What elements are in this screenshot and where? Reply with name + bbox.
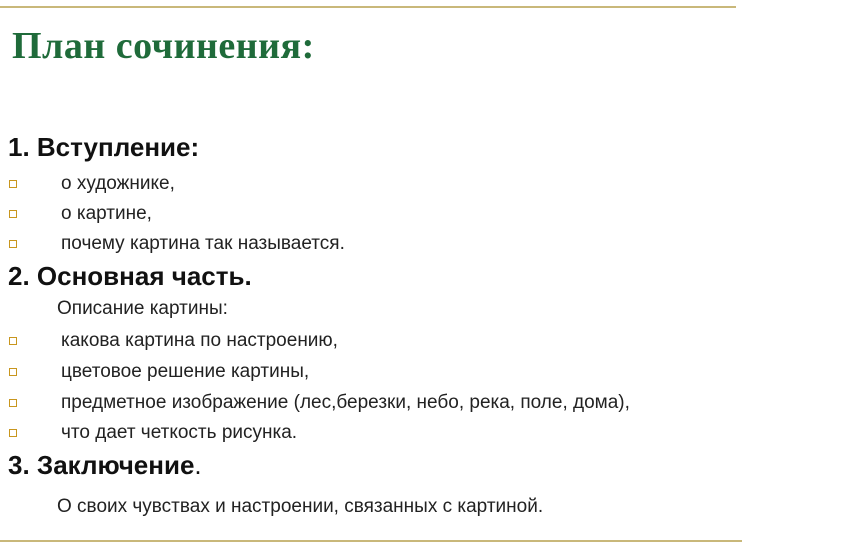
square-bullet-icon xyxy=(9,180,17,188)
list-item-text: какова картина по настроению, xyxy=(61,330,338,351)
section-2-intro: Описание картины: xyxy=(57,298,228,319)
page-title: План сочинения: xyxy=(12,25,315,67)
top-divider xyxy=(0,6,736,8)
section-2-heading: 2. Основная часть. xyxy=(8,261,252,291)
section-1-heading: 1. Вступление: xyxy=(8,132,200,162)
bottom-divider xyxy=(0,540,742,542)
list-item-text: предметное изображение (лес,березки, небо, река, поле, дома), xyxy=(61,392,630,413)
list-item-text: что дает четкость рисунка. xyxy=(61,422,298,443)
square-bullet-icon xyxy=(9,429,17,437)
list-item-text: почему картина так называется. xyxy=(61,233,345,254)
square-bullet-icon xyxy=(9,210,17,218)
section-3-heading-text: 3. Заключение xyxy=(8,450,195,480)
square-bullet-icon xyxy=(9,337,17,345)
square-bullet-icon xyxy=(9,399,17,407)
section-3-heading-period: . xyxy=(194,450,202,480)
square-bullet-icon xyxy=(9,368,17,376)
section-3-heading xyxy=(8,450,202,481)
list-item-text: о картине, xyxy=(61,203,152,224)
section-3-text: О своих чувствах и настроении, связанных с картиной. xyxy=(57,496,544,517)
list-item-text: о художнике, xyxy=(61,173,175,194)
square-bullet-icon xyxy=(9,240,17,248)
list-item-text: цветовое решение картины, xyxy=(61,361,310,382)
